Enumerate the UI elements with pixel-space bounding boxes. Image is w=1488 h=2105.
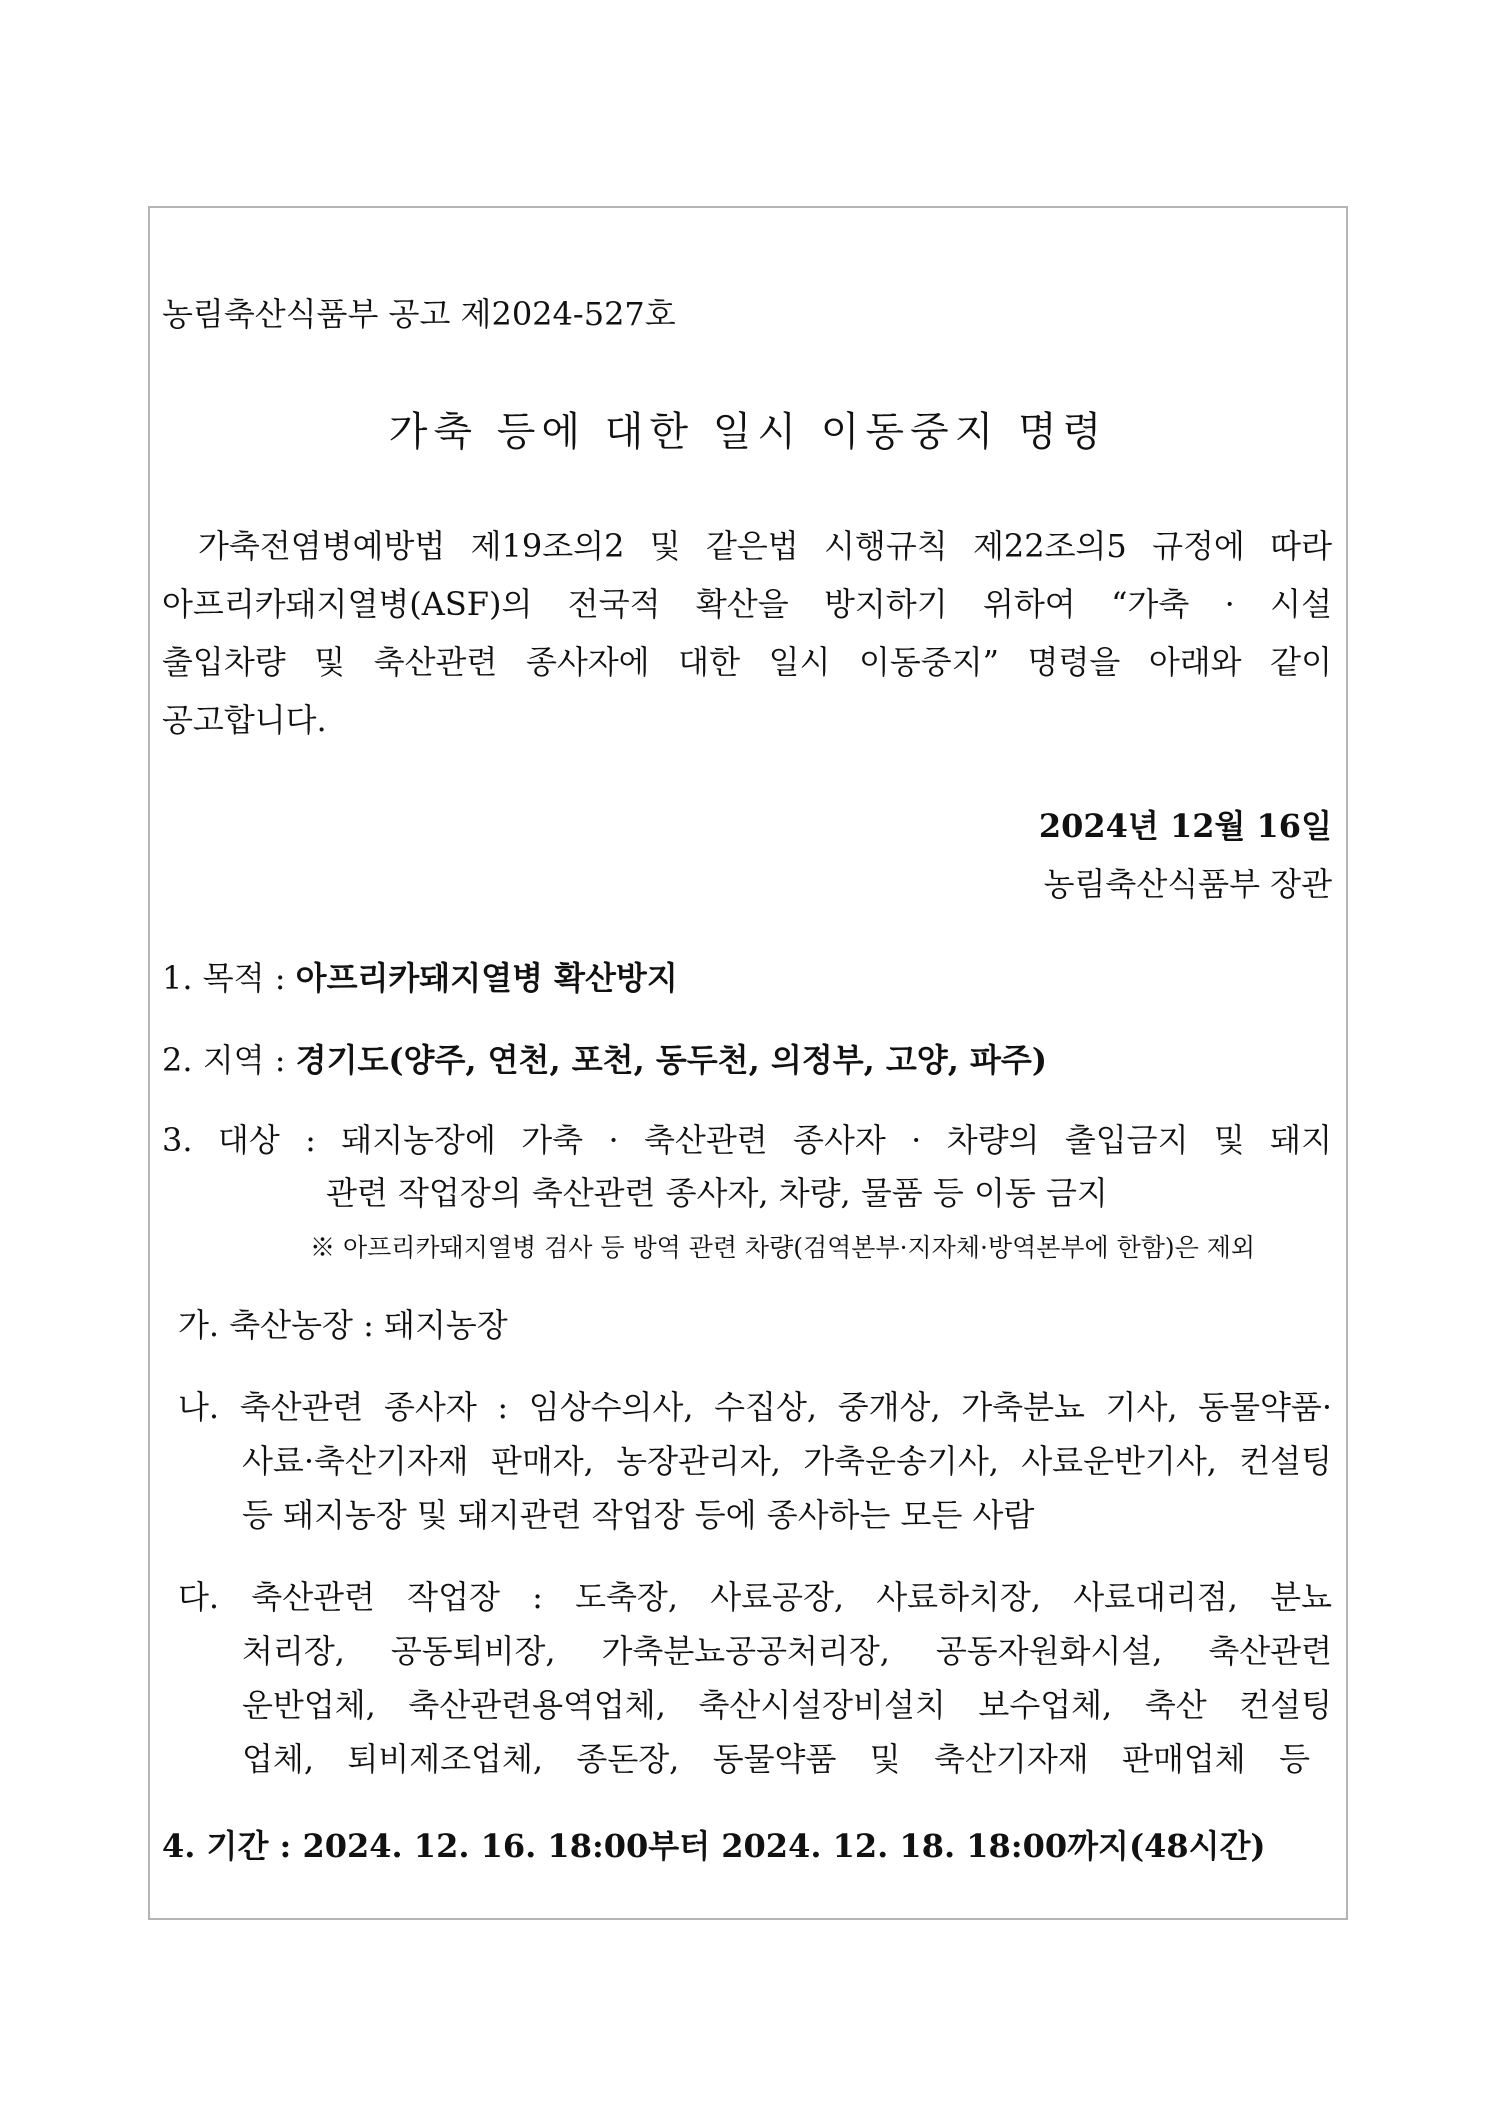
item-purpose-value: 아프리카돼지열병 확산방지 xyxy=(295,959,678,997)
intro-line-4: 공고합니다. xyxy=(162,701,327,739)
intro-line-2: 아프리카돼지열병(ASF)의 전국적 확산을 방지하기 위하여 “가축 · 시설 xyxy=(162,585,1332,623)
sub-item-da-line-2: 처리장, 공동퇴비장, 가축분뇨공공처리장, 공동자원화시설, 축산관련 xyxy=(242,1632,1332,1670)
sub-item-na-line-2: 사료·축산기자재 판매자, 농장관리자, 가축운송기사, 사료운반기사, 컨설팅 xyxy=(242,1442,1332,1480)
sub-item-na-line-3: 등 돼지농장 및 돼지관련 작업장 등에 종사하는 모든 사람 xyxy=(242,1496,1035,1534)
sub-item-da-line-1: 다. 축산관련 작업장 : 도축장, 사료공장, 사료하치장, 사료대리점, 분뇨 xyxy=(178,1578,1332,1616)
intro-line-3: 출입차량 및 축산관련 종사자에 대한 일시 이동중지” 명령을 아래와 같이 xyxy=(162,643,1332,681)
item-purpose-label: 1. 목적 : xyxy=(162,959,296,997)
item-purpose xyxy=(162,958,678,998)
notice-number: 농림축산식품부 공고 제2024-527호 xyxy=(162,295,676,333)
item-region-value: 경기도(양주, 연천, 포천, 동두천, 의정부, 고양, 파주) xyxy=(295,1041,1047,1079)
sub-item-da-line-4: 업체, 퇴비제조업체, 종돈장, 동물약품 및 축산기자재 판매업체 등 xyxy=(242,1740,1310,1778)
document-title: 가축 등에 대한 일시 이동중지 명령 xyxy=(388,409,1108,455)
sub-item-ga: 가. 축산농장 : 돼지농장 xyxy=(178,1306,508,1344)
item-region-label: 2. 지역 : xyxy=(162,1041,296,1079)
item-region xyxy=(162,1040,1047,1080)
intro-line-1: 가축전염병예방법 제19조의2 및 같은법 시행규칙 제22조의5 규정에 따라 xyxy=(198,527,1332,565)
item-target-line-1: 3. 대상 : 돼지농장에 가축 · 축산관련 종사자 · 차량의 출입금지 및 돼지 xyxy=(162,1121,1332,1159)
sub-item-da-line-3: 운반업체, 축산관련용역업체, 축산시설장비설치 보수업체, 축산 컨설팅 xyxy=(242,1686,1332,1724)
issuer: 농림축산식품부 장관 xyxy=(1043,865,1332,903)
sub-item-na-line-1: 나. 축산관련 종사자 : 임상수의사, 수집상, 중개상, 가축분뇨 기사, 동물약품· xyxy=(178,1388,1332,1426)
notice-date: 2024년 12월 16일 xyxy=(1038,807,1332,845)
item-target-note: ※ 아프리카돼지열병 검사 등 방역 관련 차량(검역본부·지자체·방역본부에 한함)은 제외 xyxy=(310,1233,1256,1262)
item-target-line-2: 관련 작업장의 축산관련 종사자, 차량, 물품 등 이동 금지 xyxy=(326,1174,1108,1212)
item-period: 4. 기간 : 2024. 12. 16. 18:00부터 2024. 12. 18. 18:00까지(48시간) xyxy=(162,1827,1266,1865)
